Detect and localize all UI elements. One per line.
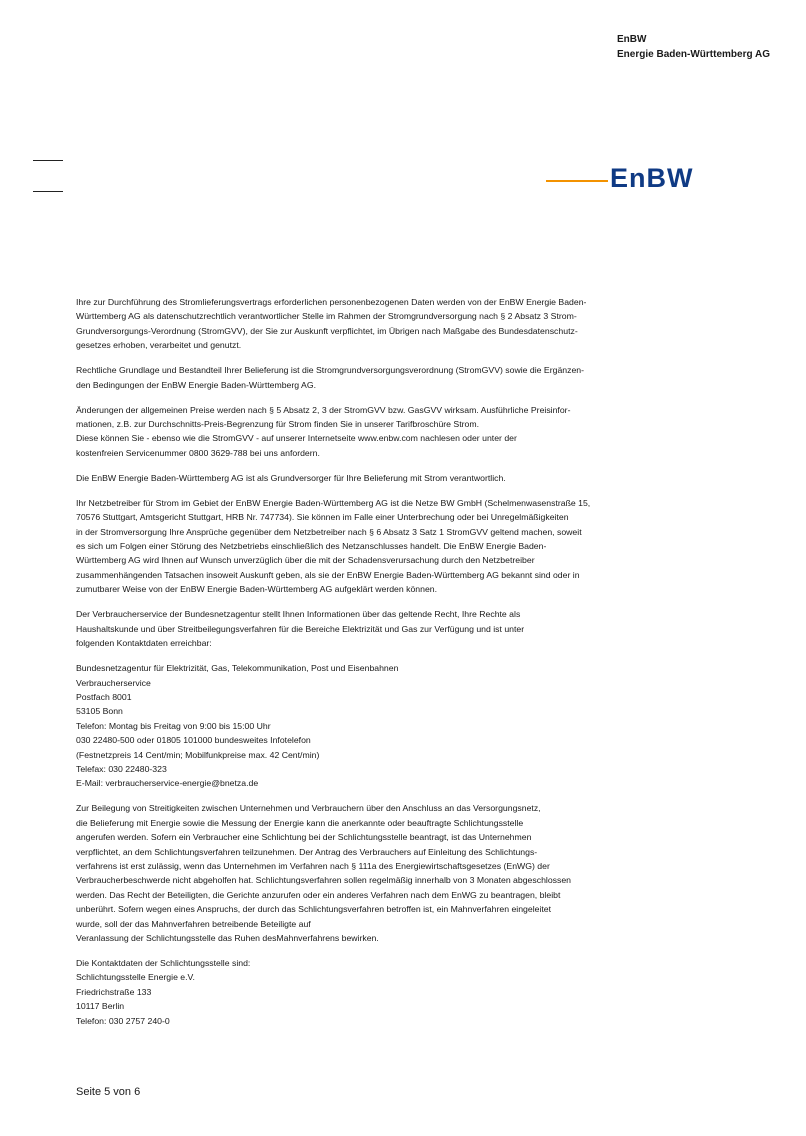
text-line: Telefax: 030 22480-323: [76, 763, 167, 774]
text-line: Rechtliche Grundlage und Bestandteil Ihrer Belieferung ist die Stromgrundversorgungsverordnung (StromGVV) sowie die Ergänzen-: [76, 365, 585, 376]
company-full-name: Energie Baden-Württemberg AG: [617, 49, 770, 60]
text-line: verpflichtet, an dem Schlichtungsverfahren teilzunehmen. Der Antrag des Verbrauchers auf Einleitung des Schlichtungs-: [76, 846, 538, 857]
address-schlichtungsstelle: [76, 956, 712, 1028]
text-line: es sich um Folgen einer Störung des Netzbetriebs einschließlich des Netzanschlusses handelt. Die EnBW Energie Baden-: [76, 541, 547, 552]
text-line: E-Mail: verbraucherservice-energie@bnetza.de: [76, 778, 259, 789]
paragraph-network-operator: [76, 496, 712, 597]
paragraph-supplier: [76, 471, 712, 485]
header-company: [617, 32, 770, 62]
fold-mark-top: [33, 160, 63, 161]
text-line: Haushaltskunde und über Streitbeilegungsverfahren für die Bereiche Elektrizität und Gas zur Verfügung und ist unter: [76, 623, 525, 634]
text-line: Friedrichstraße 133: [76, 986, 152, 997]
enbw-logo: [546, 163, 716, 198]
logo-wordmark: EnBW: [610, 163, 694, 193]
paragraph-data-protection: [76, 295, 712, 353]
text-line: zumutbarer Weise von der EnBW Energie Baden-Württemberg AG aufgeklärt werden können.: [76, 584, 438, 595]
text-line: Württemberg AG als datenschutzrechtlich verantwortlicher Stelle im Rahmen der Stromgrundversorgung nach § 2 Absatz 3 Strom-: [76, 311, 577, 322]
text-line: 53105 Bonn: [76, 706, 123, 717]
text-line: 70576 Stuttgart, Amtsgericht Stuttgart, HRB Nr. 747734). Sie können im Falle einer Unterbrechung oder bei Unregelmäßigkeiten: [76, 512, 569, 523]
text-line: mationen, z.B. zur Durchschnitts-Preis-Begrenzung für Strom finden Sie in unserer Tarifbroschüre Strom.: [76, 419, 480, 430]
text-line: unberührt. Sofern wegen eines Anspruchs, der durch das Schlichtungsverfahren betroffen ist, ein Mahnverfahren eingeleitet: [76, 904, 552, 915]
text-line: Telefon: 030 2757 240-0: [76, 1015, 170, 1026]
text-line: kostenfreien Servicenummer 0800 3629-788 bei uns anfordern.: [76, 447, 320, 458]
text-line: Die Kontaktdaten der Schlichtungsstelle sind:: [76, 958, 251, 968]
text-line: (Festnetzpreis 14 Cent/min; Mobilfunkpreise max. 42 Cent/min): [76, 749, 320, 760]
text-line: zusammenhängenden Tatsachen insoweit Auskunft geben, als sie der EnBW Energie Baden-Württemberg AG bekannt sind oder in: [76, 569, 580, 580]
paragraph-legal-basis: [76, 363, 712, 392]
text-line: Diese können Sie - ebenso wie die StromGVV - auf unserer Internetseite www.enbw.com nachlesen oder unter der: [76, 433, 517, 444]
paragraph-arbitration: [76, 801, 712, 945]
text-line: Schlichtungsstelle Energie e.V.: [76, 972, 195, 983]
text-line: Der Verbraucherservice der Bundesnetzagentur stellt Ihnen Informationen über das geltende Recht, Ihre Rechte als: [76, 609, 521, 620]
text-line: Postfach 8001: [76, 691, 132, 702]
company-short-name: EnBW: [617, 34, 647, 45]
text-line: Verbraucherservice: [76, 677, 151, 688]
page-number: Seite 5 von 6: [76, 1086, 141, 1098]
text-line: Die EnBW Energie Baden-Württemberg AG ist als Grundversorger für Ihre Belieferung mit Strom verantwortlich.: [76, 472, 506, 483]
text-line: Bundesnetzagentur für Elektrizität, Gas, Telekommunikation, Post und Eisenbahnen: [76, 663, 399, 674]
text-line: Ihr Netzbetreiber für Strom im Gebiet der EnBW Energie Baden-Württemberg AG ist die Netze BW GmbH (Schelmenwasenstraße 15,: [76, 497, 591, 508]
text-line: Verbraucherbeschwerde nicht abgeholfen hat. Schlichtungsverfahren sollen regelmäßig innerhalb von 3 Monaten abgeschlossen: [76, 875, 572, 886]
text-line: folgenden Kontaktdaten erreichbar:: [76, 638, 212, 649]
text-line: Änderungen der allgemeinen Preise werden nach § 5 Absatz 2, 3 der StromGVV bzw. GasGVV wirksam. Ausführliche Preisinfor-: [76, 404, 571, 415]
paragraph-price-changes: [76, 403, 712, 461]
text-line: gesetzes erhoben, verarbeitet und genutzt.: [76, 340, 242, 351]
text-line: Ihre zur Durchführung des Stromlieferungsvertrags erforderlichen personenbezogenen Daten werden von der EnBW Energie Baden-: [76, 297, 587, 307]
fold-mark-bottom: [33, 191, 63, 192]
paragraph-consumer-service: [76, 607, 712, 650]
text-line: Zur Beilegung von Streitigkeiten zwischen Unternehmen und Verbrauchern über den Anschluss an das Versorgungsnetz,: [76, 803, 541, 814]
text-line: wurde, soll der das Mahnverfahren betreibende Beteiligte auf: [76, 918, 311, 929]
text-line: verfahrens ist erst zulässig, wenn das Unternehmen im Verfahren nach § 111a des Energiewirtschaftsgesetzes (EnWG) der: [76, 860, 550, 871]
text-line: in der Stromversorgung Ihre Ansprüche gegenüber dem Netzbetreiber nach § 6 Absatz 3 Satz 1 StromGVV geltend machen, soweit: [76, 526, 582, 537]
text-line: Telefon: Montag bis Freitag von 9:00 bis 15:00 Uhr: [76, 720, 271, 731]
text-line: die Belieferung mit Energie sowie die Messung der Energie kann die anerkannte oder beauftragte Schlichtungsstelle: [76, 817, 524, 828]
text-line: Grundversorgungs-Verordnung (StromGVV), der Sie zur Auskunft verpflichtet, im Übrigen nach Maßgabe des Bundesdatenschutz-: [76, 325, 578, 336]
address-bundesnetzagentur: [76, 661, 712, 791]
logo-orange-line: [546, 180, 608, 182]
text-line: Veranlassung der Schlichtungsstelle das Ruhen desMahnverfahrens bewirken.: [76, 933, 379, 943]
text-line: Württemberg AG wird Ihnen auf Wunsch unverzüglich über die mit der Schadensverursachung durch den Netzbetreiber: [76, 555, 535, 566]
text-line: 030 22480-500 oder 01805 101000 bundesweites Infotelefon: [76, 735, 311, 746]
text-line: angerufen werden. Sofern ein Verbraucher eine Schlichtung bei der Schlichtungsstelle beantragt, ist das Unternehmen: [76, 832, 532, 843]
document-body: [76, 295, 712, 1039]
text-line: werden. Das Recht der Beteiligten, die Gerichte anzurufen oder ein anderes Verfahren nach dem EnWG zu beantragen, bleibt: [76, 889, 561, 900]
text-line: den Bedingungen der EnBW Energie Baden-Württemberg AG.: [76, 379, 317, 390]
text-line: 10117 Berlin: [76, 1001, 125, 1012]
